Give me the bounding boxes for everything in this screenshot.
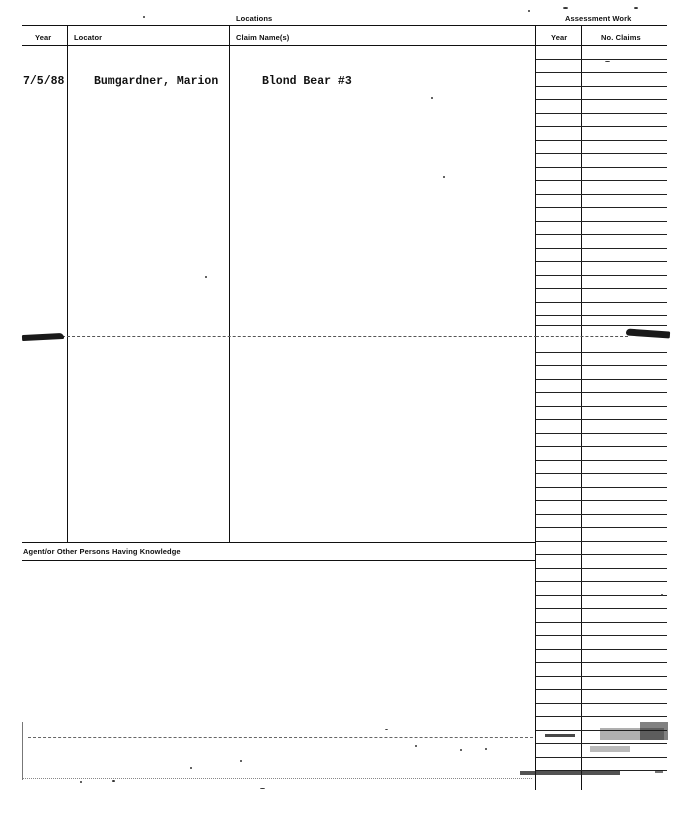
fold-line-right (536, 336, 628, 337)
record-locator: Bumgardner, Marion (94, 75, 219, 88)
assessment-year-column-header: Year (551, 33, 568, 42)
header-bottom-rule (22, 45, 667, 46)
claim-names-column-header: Claim Name(s) (236, 33, 290, 42)
fold-marker-left (22, 333, 64, 341)
fold-line (62, 336, 537, 337)
no-claims-column-header: No. Claims (601, 33, 641, 42)
year-locator-divider (67, 25, 68, 542)
record-date: 7/5/88 (23, 75, 65, 88)
locator-claim-divider (229, 25, 230, 542)
bottom-dashed-rule-2 (22, 778, 532, 779)
agent-section-top-rule (22, 542, 536, 543)
fold-marker-right (626, 328, 670, 338)
assessment-work-title: Assessment Work (565, 14, 632, 23)
year-column-header: Year (35, 33, 52, 42)
record-claim-name: Blond Bear #3 (262, 75, 352, 88)
agent-section-label: Agent/or Other Persons Having Knowledge (23, 547, 181, 556)
header-top-rule (22, 25, 667, 26)
bottom-dashed-rule-1 (28, 737, 533, 738)
locations-title: Locations (236, 14, 273, 23)
left-margin-tick (22, 722, 23, 780)
agent-section-bottom-rule (22, 560, 536, 561)
locator-column-header: Locator (74, 33, 103, 42)
